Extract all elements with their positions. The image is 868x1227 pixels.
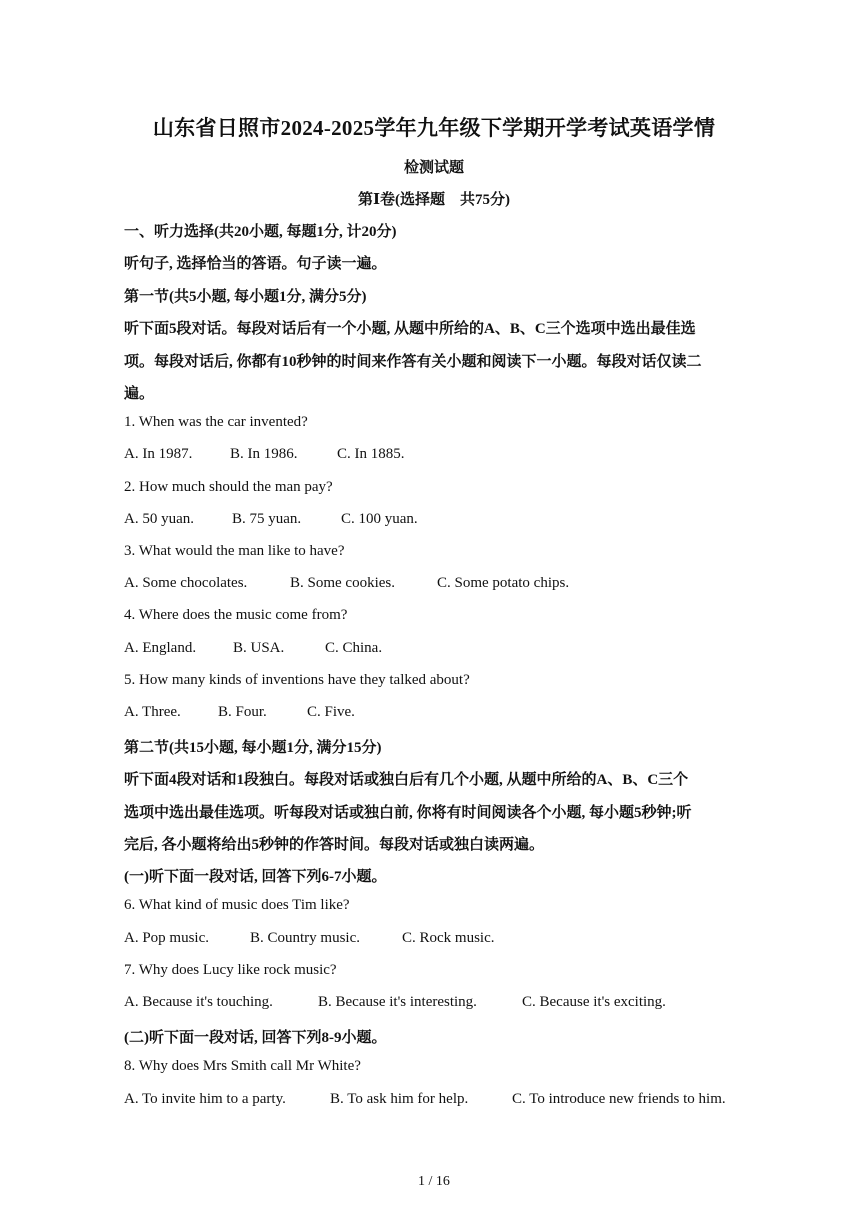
- option-c[interactable]: C. 100 yuan.: [341, 511, 418, 527]
- answer-options: [124, 446, 754, 463]
- option-b[interactable]: B. USA.: [233, 640, 285, 656]
- option-c[interactable]: C. China.: [325, 640, 383, 656]
- option-b[interactable]: B. Some cookies.: [290, 575, 395, 591]
- part-two-instruction-line: 听下面4段对话和1段独白。每段对话或独白后有几个小题, 从题中所给的A、B、C三个: [124, 772, 689, 788]
- option-b[interactable]: B. To ask him for help.: [330, 1091, 469, 1107]
- option-c[interactable]: C. Because it's exciting.: [522, 994, 666, 1010]
- answer-options: [124, 994, 754, 1011]
- option-b[interactable]: B. Four.: [218, 704, 267, 720]
- option-b[interactable]: B. Country music.: [250, 930, 361, 946]
- part-two-instruction-line: 完后, 各小题将给出5秒钟的作答时间。每段对话或独白读两遍。: [124, 837, 545, 853]
- question-text: 5. How many kinds of inventions have they talked about?: [124, 672, 470, 688]
- option-a[interactable]: A. To invite him to a party.: [124, 1091, 286, 1107]
- option-a[interactable]: A. 50 yuan.: [124, 511, 194, 527]
- part-one-instruction-line: 听下面5段对话。每段对话后有一个小题, 从题中所给的A、B、C三个选项中选出最佳选: [124, 321, 696, 337]
- option-b[interactable]: B. In 1986.: [230, 446, 298, 462]
- option-a[interactable]: A. Because it's touching.: [124, 994, 273, 1010]
- dialogue-one-heading: (一)听下面一段对话, 回答下列6-7小题。: [124, 869, 387, 885]
- document-title: 山东省日照市2024-2025学年九年级下学期开学考试英语学情: [152, 116, 716, 140]
- page-number: 1 / 16: [418, 1174, 450, 1189]
- part-two-heading: 第二节(共15小题, 每小题1分, 满分15分): [124, 740, 382, 756]
- option-a[interactable]: A. In 1987.: [124, 446, 193, 462]
- option-a[interactable]: A. Three.: [124, 704, 181, 720]
- answer-options: [124, 1091, 754, 1108]
- question-text: 3. What would the man like to have?: [124, 543, 345, 559]
- question-text: 8. Why does Mrs Smith call Mr White?: [124, 1058, 361, 1074]
- option-c[interactable]: C. In 1885.: [337, 446, 405, 462]
- question-text: 4. Where does the music come from?: [124, 607, 348, 623]
- option-c[interactable]: C. To introduce new friends to him.: [512, 1091, 726, 1107]
- option-b[interactable]: B. Because it's interesting.: [318, 994, 477, 1010]
- question-text: 6. What kind of music does Tim like?: [124, 897, 350, 913]
- part-one-instruction-line: 项。每段对话后, 你都有10秒钟的时间来作答有关小题和阅读下一小题。每段对话仅读二: [124, 354, 702, 370]
- option-c[interactable]: C. Five.: [307, 704, 355, 720]
- part-one-instruction-line: 遍。: [124, 386, 155, 402]
- question-text: 1. When was the car invented?: [124, 414, 308, 430]
- question-text: 7. Why does Lucy like rock music?: [124, 962, 337, 978]
- dialogue-two-heading: (二)听下面一段对话, 回答下列8-9小题。: [124, 1030, 387, 1046]
- answer-options: [124, 511, 754, 528]
- section-one-heading: 一、听力选择(共20小题, 每题1分, 计20分): [124, 224, 397, 240]
- answer-options: [124, 640, 754, 657]
- section-one-instruction: 听句子, 选择恰当的答语。句子读一遍。: [124, 256, 387, 272]
- option-c[interactable]: C. Some potato chips.: [437, 575, 570, 591]
- answer-options: [124, 575, 754, 592]
- answer-options: [124, 930, 754, 947]
- option-c[interactable]: C. Rock music.: [402, 930, 495, 946]
- part-one-heading: 第一节(共5小题, 每小题1分, 满分5分): [124, 289, 367, 305]
- document-subtitle: 检测试题: [403, 160, 464, 176]
- question-text: 2. How much should the man pay?: [124, 479, 333, 495]
- option-a[interactable]: A. Pop music.: [124, 930, 210, 946]
- option-a[interactable]: A. England.: [124, 640, 197, 656]
- option-b[interactable]: B. 75 yuan.: [232, 511, 302, 527]
- option-a[interactable]: A. Some chocolates.: [124, 575, 248, 591]
- part-two-instruction-line: 选项中选出最佳选项。听每段对话或独白前, 你将有时间阅读各个小题, 每小题5秒钟;听: [124, 805, 692, 821]
- volume-heading: 第Ⅰ卷(选择题 共75分): [357, 192, 510, 208]
- answer-options: [124, 704, 754, 721]
